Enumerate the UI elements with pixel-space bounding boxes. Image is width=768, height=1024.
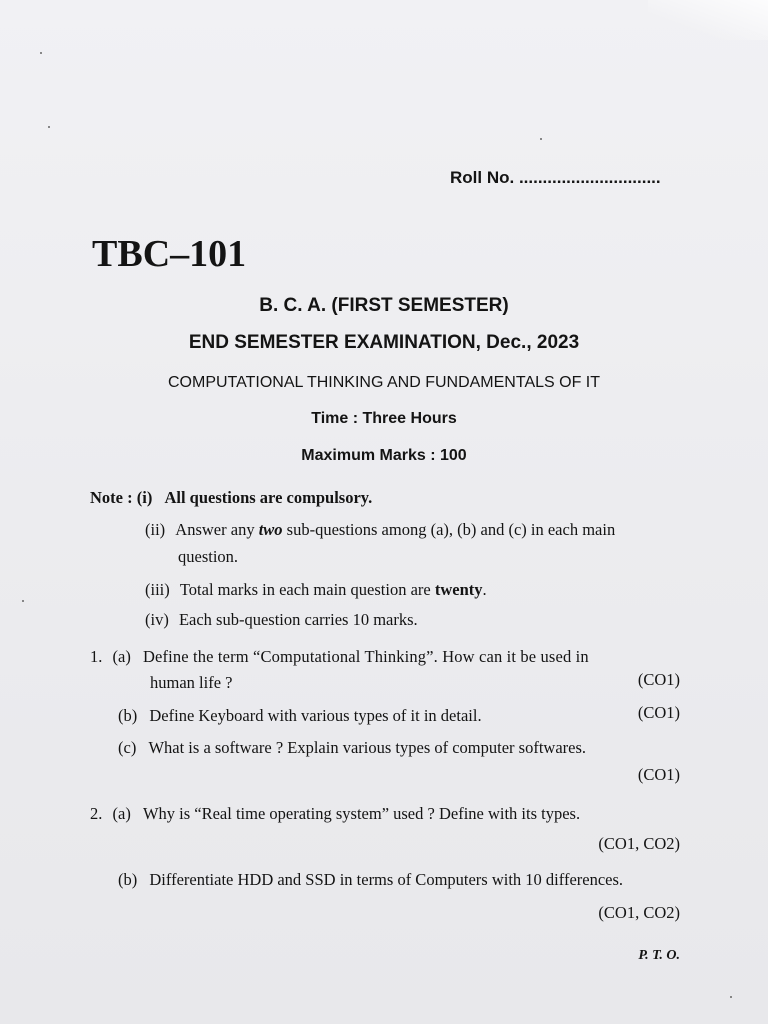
question-2b (118, 867, 623, 893)
part-label: (a) (112, 647, 131, 666)
scan-speck (540, 138, 542, 140)
emphasis-text: two (258, 520, 283, 539)
question-text: What is a software ? Explain various types of computer softwares. (148, 738, 587, 757)
part-label: (b) (118, 870, 138, 889)
course-outcome-tag: (CO1) (637, 765, 680, 784)
scan-speck (40, 52, 42, 54)
note-item-number: (iv) (145, 610, 169, 629)
note-item-number: (ii) (145, 520, 166, 539)
note-item: (iv) Each sub-question carries 10 marks. (145, 610, 418, 629)
question-number: 2. (90, 804, 103, 823)
note-item-number: (i) (136, 488, 153, 507)
page-fold-shadow (648, 0, 768, 40)
question-text: Define the term “Computational Thinking”. How can it be used in (142, 647, 589, 666)
exam-title: END SEMESTER EXAMINATION, Dec., 2023 (188, 332, 580, 353)
course-outcome-tag: (CO1) (637, 703, 680, 722)
note-item-text: All questions are compulsory. (164, 488, 373, 507)
note-label: Note : (i) All questions are compulsory. (90, 488, 373, 507)
part-label: (a) (112, 804, 131, 823)
note-item: (iii) Total marks in each main question are twenty. (145, 580, 487, 599)
question-1a (90, 644, 589, 670)
question-text-continuation: human life ? (150, 673, 233, 692)
paper-code: TBC–101 (92, 233, 247, 275)
question-number: 1. (90, 647, 103, 666)
course-title: B. C. A. (FIRST SEMESTER) (259, 295, 509, 316)
question-1b (118, 703, 482, 729)
note-item-continuation: question. (178, 547, 239, 566)
course-outcome-tag: (CO1, CO2) (598, 834, 680, 853)
roll-number-field: Roll No. .............................. (450, 168, 661, 187)
maximum-marks: Maximum Marks : 100 (301, 447, 467, 464)
course-outcome-tag: (CO1, CO2) (598, 903, 680, 922)
question-text: Differentiate HDD and SSD in terms of Computers with 10 differences. (149, 870, 624, 889)
please-turn-over: P. T. O. (638, 948, 680, 963)
scan-speck (22, 600, 24, 602)
course-outcome-tag: (CO1) (637, 670, 680, 689)
subject-title: COMPUTATIONAL THINKING AND FUNDAMENTALS OF IT (167, 374, 601, 391)
question-1c (118, 735, 586, 761)
question-text: Define Keyboard with various types of it in detail. (149, 706, 482, 725)
bold-text: twenty (434, 580, 483, 599)
scan-speck (730, 996, 732, 998)
exam-duration: Time : Three Hours (311, 410, 457, 427)
question-2a (90, 801, 580, 827)
part-label: (b) (118, 706, 138, 725)
note-item: (ii) Answer any two sub-questions among (a), (b) and (c) in each main (145, 520, 616, 539)
scan-speck (48, 126, 50, 128)
part-label: (c) (118, 738, 137, 757)
question-text: Why is “Real time operating system” used ? Define with its types. (142, 804, 581, 823)
note-item-number: (iii) (145, 580, 170, 599)
